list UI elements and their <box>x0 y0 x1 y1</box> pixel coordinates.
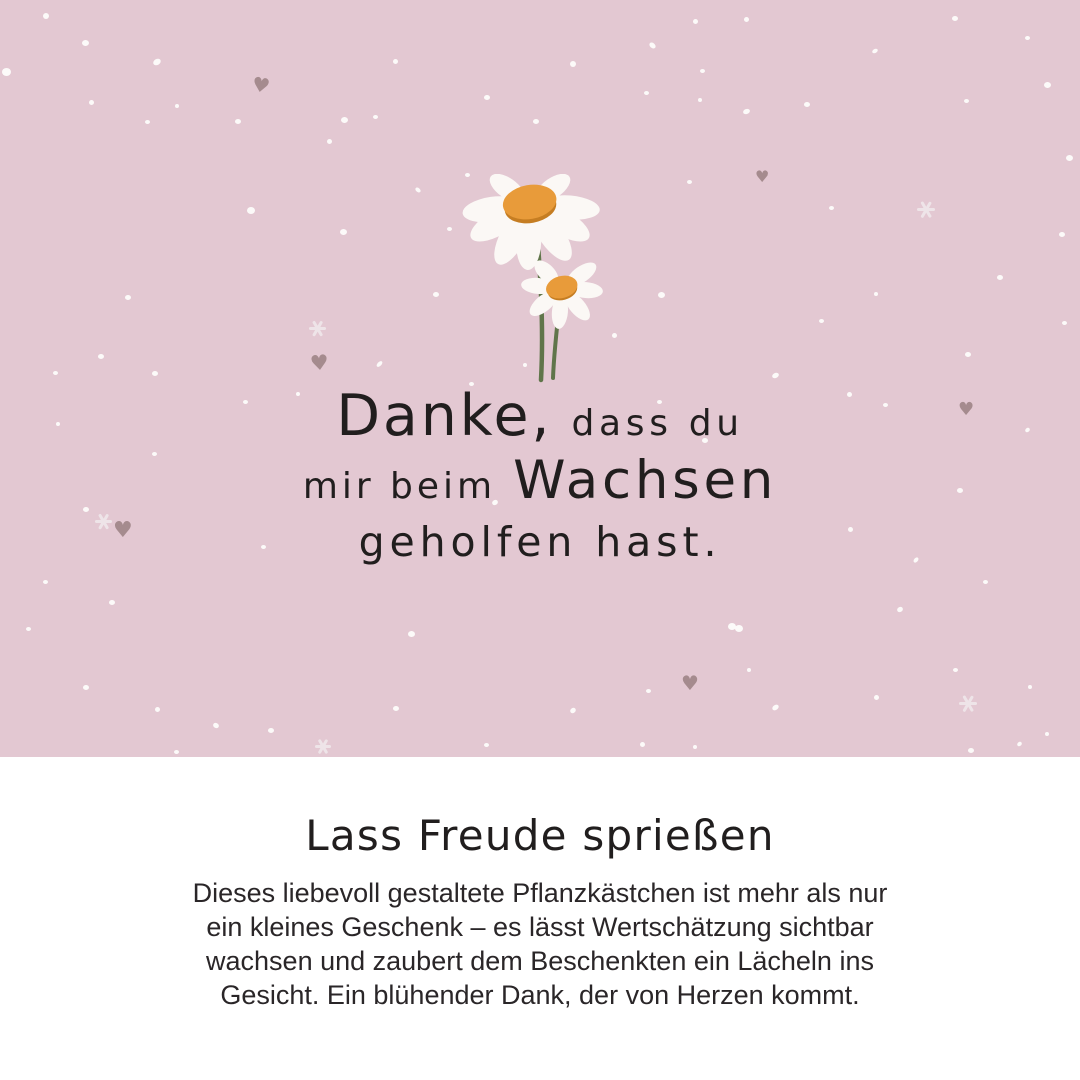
caption-heading: Lass Freude sprießen <box>305 811 775 860</box>
snow-dot <box>1016 741 1022 747</box>
snow-dot <box>2 68 11 76</box>
flower-icon <box>917 200 935 218</box>
snow-dot <box>175 104 179 108</box>
snow-dot <box>98 354 104 359</box>
snow-dot <box>89 100 94 105</box>
thank-you-message <box>0 383 1080 566</box>
snow-dot <box>155 707 160 712</box>
snow-dot <box>484 743 489 747</box>
snow-dot <box>968 748 974 753</box>
snow-dot <box>212 722 220 729</box>
snow-dot <box>340 229 347 235</box>
snow-dot <box>771 703 780 711</box>
snow-dot <box>1044 82 1051 88</box>
snow-dot <box>152 371 158 376</box>
message-words-dass-du: dass du <box>571 403 744 444</box>
snow-dot <box>341 117 348 123</box>
snow-dot <box>896 606 904 613</box>
caption-body-line: Gesicht. Ein blühender Dank, der von Herzen kommt. <box>220 980 860 1010</box>
snow-dot <box>648 41 657 49</box>
caption-body-line: ein kleines Geschenk – es lässt Wertschätzung sichtbar <box>206 912 874 942</box>
snow-dot <box>569 707 577 715</box>
snow-dot <box>871 48 878 54</box>
heart-icon: ♥ <box>958 399 975 420</box>
snow-dot <box>983 580 988 584</box>
caption-body <box>0 876 1080 1012</box>
snow-dot <box>1059 232 1065 237</box>
snow-dot <box>26 627 31 631</box>
snow-dot <box>953 668 958 672</box>
snow-dot <box>393 706 399 711</box>
snow-dot <box>644 91 649 95</box>
snow-dot <box>965 352 971 357</box>
snow-dot <box>373 115 378 119</box>
snow-dot <box>327 139 332 144</box>
snow-dot <box>53 371 58 375</box>
snow-dot <box>952 16 958 21</box>
snow-dot <box>658 292 665 298</box>
snow-dot <box>771 372 779 379</box>
snow-dot <box>997 275 1003 280</box>
caption-body-line: wachsen und zaubert dem Beschenkten ein Lächeln ins <box>206 946 874 976</box>
snow-dot <box>433 292 439 297</box>
snow-dot <box>1028 685 1032 689</box>
snow-dot <box>829 206 834 210</box>
snow-dot <box>43 13 49 19</box>
message-line-2 <box>0 450 1080 511</box>
snow-dot <box>687 180 692 184</box>
snow-dot <box>152 57 162 66</box>
flower-icon <box>309 320 326 337</box>
heart-icon: ♥ <box>250 71 272 99</box>
snow-dot <box>484 95 490 100</box>
snow-dot <box>174 750 179 754</box>
caption-section <box>0 757 1080 1080</box>
snow-dot <box>82 40 89 46</box>
snow-dot <box>698 98 702 102</box>
snow-dot <box>693 19 698 24</box>
message-line-1 <box>0 383 1080 449</box>
snow-dot <box>1045 732 1049 736</box>
snow-dot <box>744 17 749 22</box>
flower-icon <box>959 694 977 712</box>
snow-dot <box>570 61 576 67</box>
snow-dot <box>646 689 651 693</box>
snow-dot <box>235 119 241 124</box>
daisy-illustration <box>450 174 615 388</box>
snow-dot <box>43 580 48 584</box>
snow-dot <box>1066 155 1073 161</box>
heart-icon: ♥ <box>113 518 133 543</box>
snow-dot <box>804 102 810 107</box>
snow-dot <box>693 745 697 749</box>
snow-dot <box>964 99 969 103</box>
snow-dot <box>819 319 824 323</box>
snow-dot <box>145 120 150 124</box>
snow-dot <box>393 59 398 64</box>
heart-icon: ♥ <box>681 671 699 695</box>
snow-dot <box>747 668 751 672</box>
snow-dot <box>742 108 750 115</box>
snow-dot <box>735 625 743 632</box>
snow-dot <box>874 695 879 700</box>
flower-icon <box>315 738 331 754</box>
message-word-danke: Danke, <box>336 383 553 449</box>
snow-dot <box>640 742 645 747</box>
message-word-wachsen: Wachsen <box>513 450 778 511</box>
snow-dot <box>109 600 115 605</box>
snow-dot <box>1025 36 1030 40</box>
snow-dot <box>83 685 89 690</box>
caption-body-line: Dieses liebevoll gestaltete Pflanzkästchen ist mehr als nur <box>192 878 888 908</box>
snow-dot <box>533 119 539 124</box>
message-words-mir-beim: mir beim <box>302 466 496 507</box>
snow-dot <box>268 728 274 733</box>
snow-dot <box>414 187 421 194</box>
heart-icon: ♥ <box>755 167 770 186</box>
message-line-3: geholfen hast. <box>358 518 722 566</box>
daisy-large <box>461 174 601 270</box>
snow-dot <box>874 292 878 296</box>
heart-icon: ♥ <box>308 349 330 376</box>
snow-dot <box>125 295 131 300</box>
snow-dot <box>376 360 384 368</box>
snow-dot <box>247 207 255 214</box>
snow-dot <box>1062 321 1067 325</box>
snow-dot <box>700 69 705 73</box>
snow-dot <box>408 631 415 637</box>
